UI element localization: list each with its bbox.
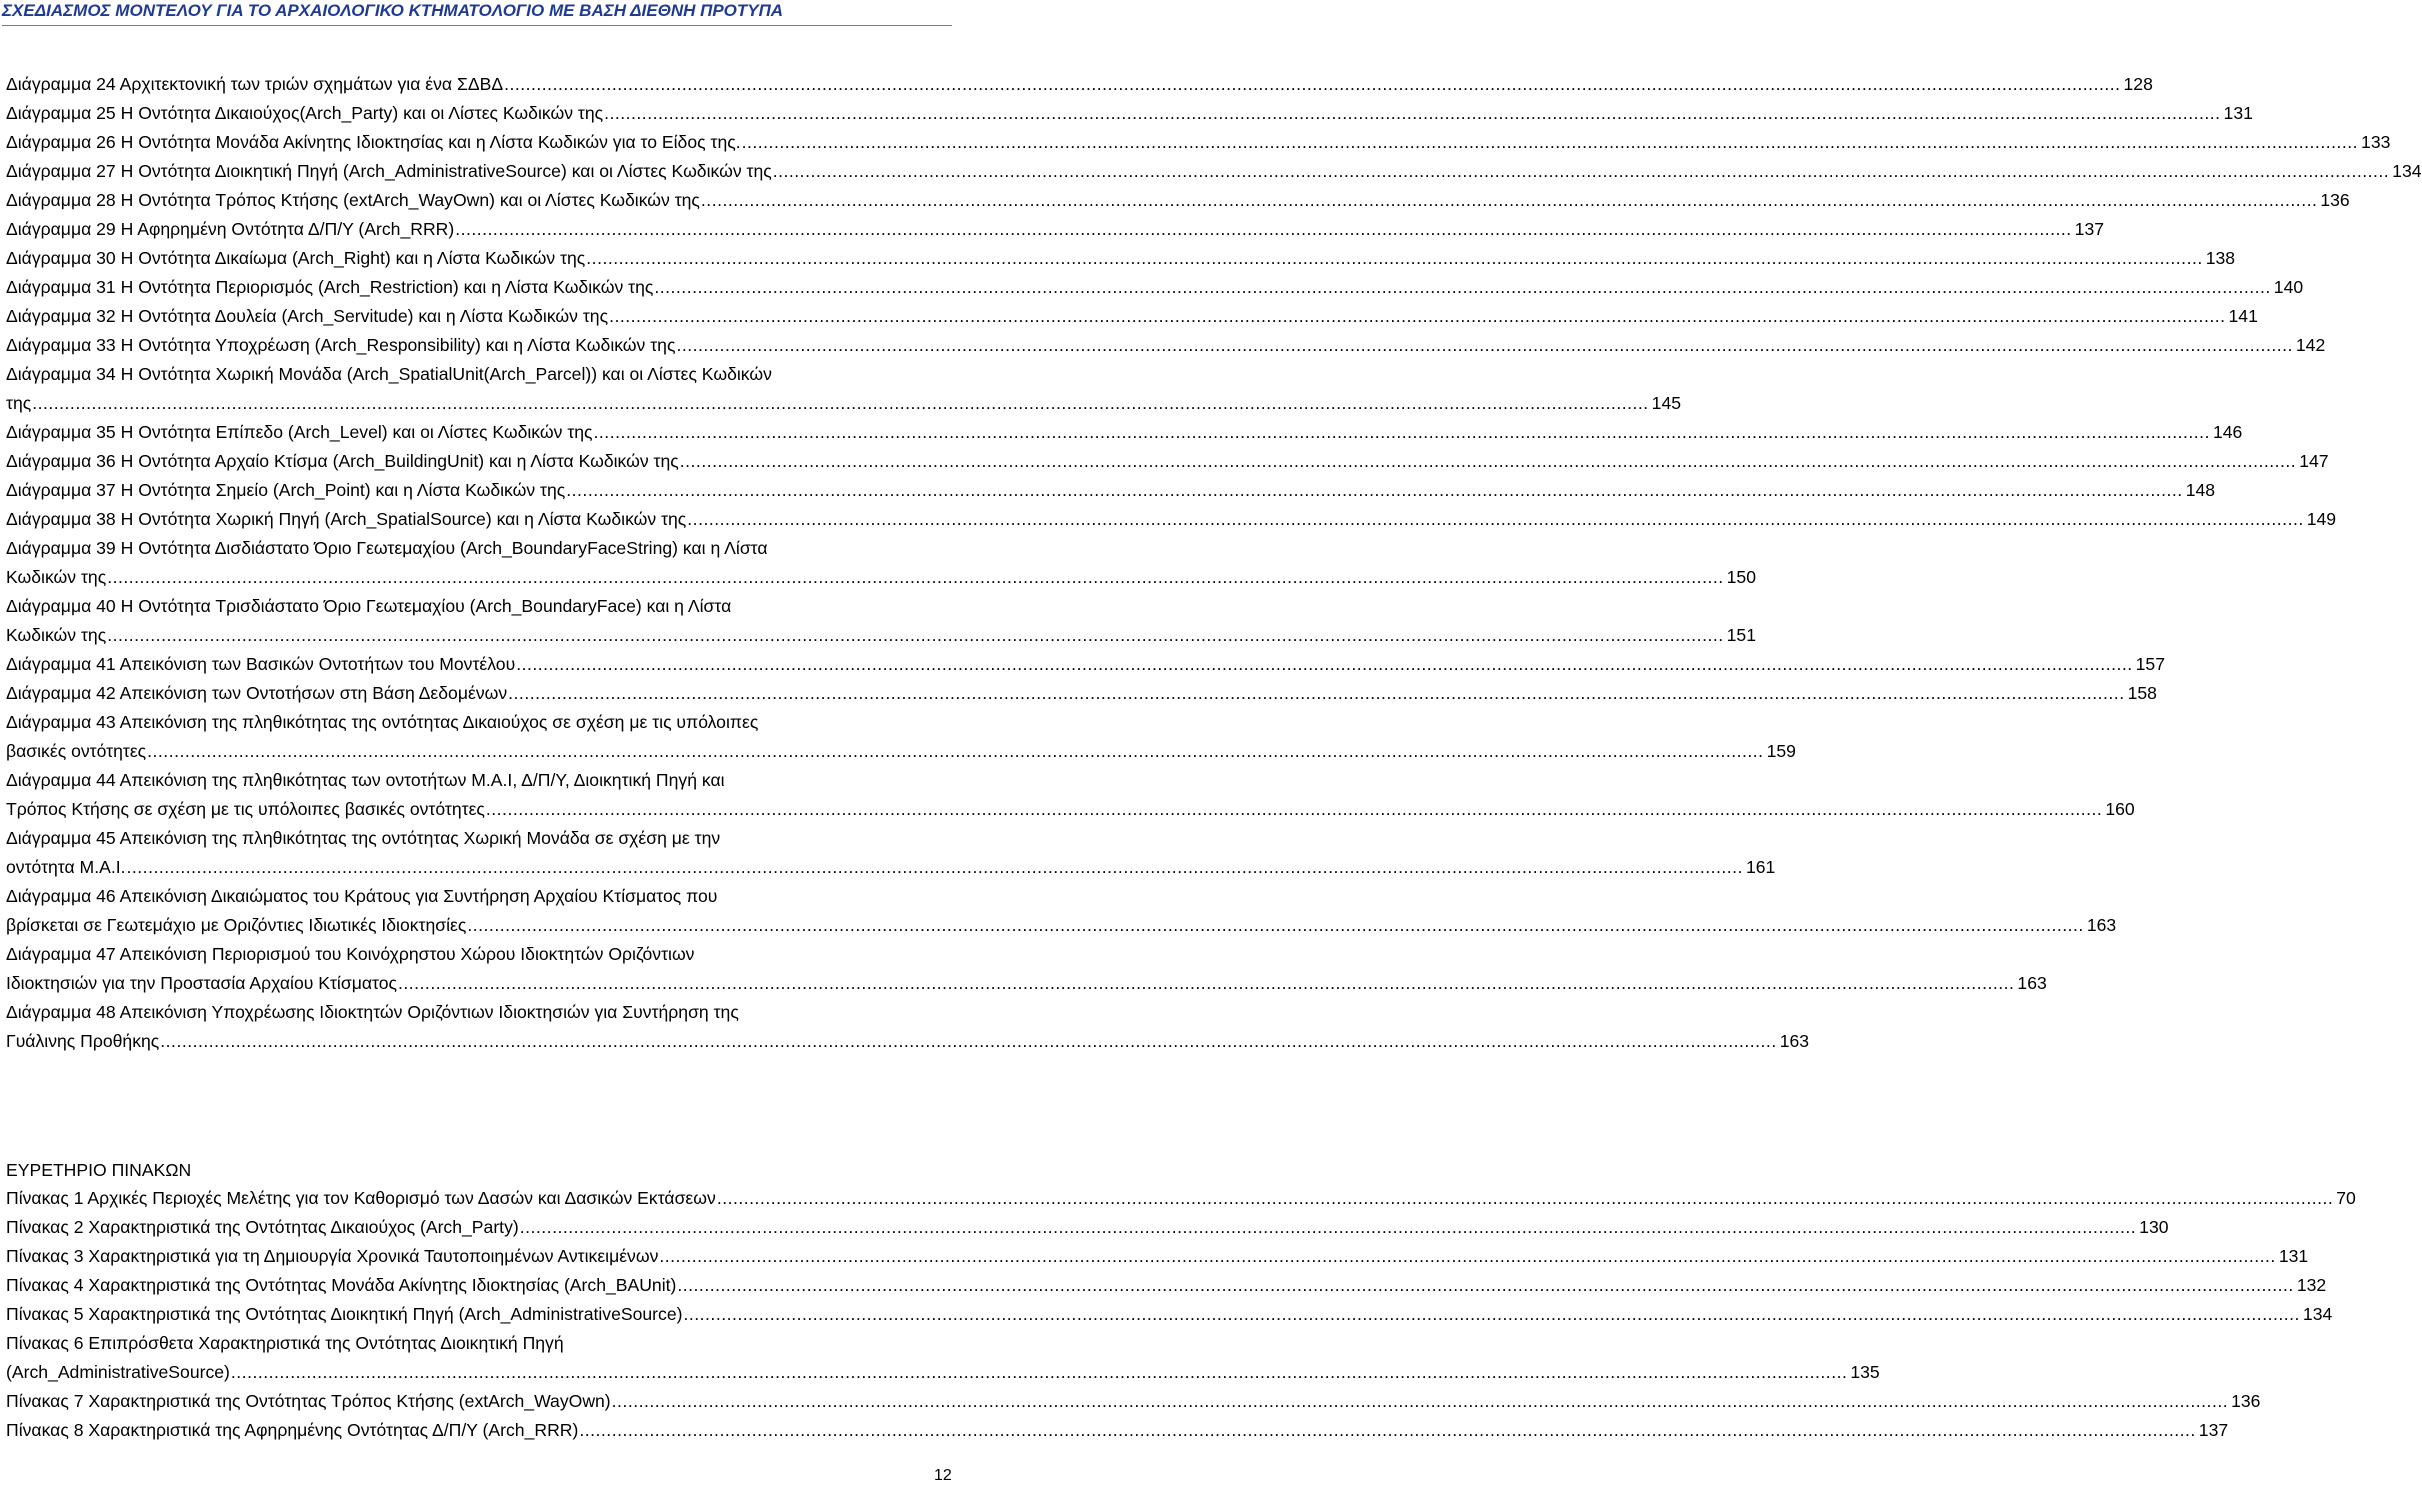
entry-title: Διάγραμμα 26 Η Οντότητα Μονάδα Ακίνητης Ιδιοκτησίας και η Λίστα Κωδικών για το Είδος της. bbox=[6, 128, 742, 157]
entry-title: Διάγραμμα 24 Αρχιτεκτονική των τριών σχημάτων για ένα ΣΔΒΔ bbox=[6, 70, 504, 99]
diagram-entry[interactable] bbox=[6, 998, 1810, 1056]
entry-page-number: 136 bbox=[2228, 1387, 2260, 1416]
table-entry[interactable] bbox=[6, 1213, 2169, 1242]
entry-page-number: 137 bbox=[2196, 1416, 2228, 1445]
diagram-entry[interactable] bbox=[6, 679, 2157, 708]
diagram-entry[interactable] bbox=[6, 418, 2243, 447]
diagram-entry[interactable] bbox=[6, 824, 1776, 882]
dot-leader: ............................................................................................................................................................................................................................................................................................................ bbox=[147, 741, 1764, 761]
tables-index-title: ΕΥΡΕΤΗΡΙΟ ΠΙΝΑΚΩΝ bbox=[6, 1160, 192, 1180]
entry-title-continued: Κωδικών της bbox=[6, 563, 107, 592]
diagram-entry[interactable] bbox=[6, 99, 2253, 128]
entry-title-continued: Κωδικών της bbox=[6, 621, 107, 650]
entry-title-continued: βασικές οντότητες bbox=[6, 737, 147, 766]
dot-leader: ............................................................................................................................................................................................................................................................................................................ bbox=[654, 277, 2271, 297]
entry-title-continued: Ιδιοκτησιών για την Προστασία Αρχαίου Κτίσματος bbox=[6, 969, 398, 998]
dot-leader: ............................................................................................................................................................................................................................................................................................................ bbox=[516, 654, 2133, 674]
entry-title: Διάγραμμα 47 Απεικόνιση Περιορισμού του Κοινόχρηστου Χώρου Ιδιοκτητών Οριζόντιων bbox=[6, 944, 695, 964]
entry-page-number: 140 bbox=[2271, 273, 2303, 302]
entry-page-number: 134 bbox=[2300, 1300, 2332, 1329]
dot-leader: ............................................................................................................................................................................................................................................................................................................ bbox=[32, 393, 1649, 413]
entry-title: Διάγραμμα 42 Απεικόνιση των Οντοτήσων στη Βάση Δεδομένων bbox=[6, 679, 508, 708]
dot-leader: ............................................................................................................................................................................................................................................................................................................ bbox=[677, 1275, 2294, 1295]
diagram-entry[interactable] bbox=[6, 940, 2047, 998]
entry-page-number: 145 bbox=[1649, 389, 1681, 418]
diagram-entry[interactable] bbox=[6, 215, 2105, 244]
dot-leader: ............................................................................................................................................................................................................................................................................................................ bbox=[772, 161, 2390, 181]
dot-leader: ............................................................................................................................................................................................................................................................................................................ bbox=[679, 451, 2297, 471]
dot-leader: ............................................................................................................................................................................................................................................................................................................ bbox=[467, 915, 2084, 935]
dot-leader: ............................................................................................................................................................................................................................................................................................................ bbox=[676, 335, 2293, 355]
diagram-entry[interactable] bbox=[6, 157, 2422, 186]
dot-leader: ............................................................................................................................................................................................................................................................................................................ bbox=[741, 132, 2359, 152]
diagram-entry[interactable] bbox=[6, 244, 2236, 273]
entry-title: Πίνακας 3 Χαρακτηριστικά για τη Δημιουργία Χρονικά Ταυτοποιημένων Αντικειμένων bbox=[6, 1242, 659, 1271]
entry-page-number: 128 bbox=[2121, 70, 2153, 99]
diagram-entry[interactable] bbox=[6, 70, 2153, 99]
entry-page-number: 146 bbox=[2210, 418, 2242, 447]
dot-leader: ............................................................................................................................................................................................................................................................................................................ bbox=[659, 1246, 2276, 1266]
entry-title: Διάγραμμα 45 Απεικόνιση της πληθικότητας της οντότητας Χωρική Μονάδα σε σχέση με την bbox=[6, 828, 721, 848]
entry-page-number: 131 bbox=[2221, 99, 2253, 128]
dot-leader: ............................................................................................................................................................................................................................................................................................................ bbox=[566, 480, 2183, 500]
entry-page-number: 132 bbox=[2294, 1271, 2326, 1300]
entry-title: Διάγραμμα 46 Απεικόνιση Δικαιώματος του Κράτους για Συντήρηση Αρχαίου Κτίσματος που bbox=[6, 886, 718, 906]
entry-title: Διάγραμμα 27 Η Οντότητα Διοικητική Πηγή (Arch_AdministrativeSource) και οι Λίστες Κωδικών της bbox=[6, 157, 773, 186]
diagram-entry[interactable] bbox=[6, 476, 2216, 505]
entry-page-number: 161 bbox=[1743, 853, 1775, 882]
diagram-entry[interactable] bbox=[6, 592, 1756, 650]
dot-leader: ............................................................................................................................................................................................................................................................................................................ bbox=[160, 1031, 1777, 1051]
diagram-entry[interactable] bbox=[6, 360, 1682, 418]
table-entry[interactable] bbox=[6, 1271, 2327, 1300]
dot-leader: ............................................................................................................................................................................................................................................................................................................ bbox=[107, 567, 1724, 587]
entry-page-number: 130 bbox=[2136, 1213, 2168, 1242]
list-of-diagrams bbox=[6, 70, 2422, 1056]
entry-title: Πίνακας 4 Χαρακτηριστικά της Οντότητας Μονάδα Ακίνητης Ιδιοκτησίας (Arch_BAUnit) bbox=[6, 1271, 677, 1300]
dot-leader: ............................................................................................................................................................................................................................................................................................................ bbox=[579, 1420, 2196, 1440]
entry-page-number: 138 bbox=[2203, 244, 2235, 273]
diagram-entry[interactable] bbox=[6, 128, 2391, 157]
diagram-entry[interactable] bbox=[6, 447, 2329, 476]
diagram-entry[interactable] bbox=[6, 882, 2117, 940]
entry-title-continued: βρίσκεται σε Γεωτεμάχιο με Οριζόντιες Ιδιωτικές Ιδιοκτησίες bbox=[6, 911, 467, 940]
table-entry[interactable] bbox=[6, 1387, 2261, 1416]
entry-title-continued: (Arch_AdministrativeSource) bbox=[6, 1358, 231, 1387]
entry-page-number: 70 bbox=[2333, 1184, 2356, 1213]
dot-leader: ............................................................................................................................................................................................................................................................................................................ bbox=[593, 422, 2210, 442]
entry-page-number: 163 bbox=[1777, 1027, 1809, 1056]
entry-title-continued: Γυάλινης Προθήκης bbox=[6, 1027, 160, 1056]
entry-title: Πίνακας 5 Χαρακτηριστικά της Οντότητας Διοικητική Πηγή (Arch_AdministrativeSource) bbox=[6, 1300, 683, 1329]
list-of-tables bbox=[6, 1184, 2356, 1445]
entry-page-number: 147 bbox=[2296, 447, 2328, 476]
table-entry[interactable] bbox=[6, 1242, 2309, 1271]
entry-title-continued: της bbox=[6, 389, 32, 418]
entry-title: Διάγραμμα 43 Απεικόνιση της πληθικότητας της οντότητας Δικαιούχος σε σχέση με τις υπόλοιπες bbox=[6, 712, 759, 732]
dot-leader: ............................................................................................................................................................................................................................................................................................................ bbox=[230, 1362, 1848, 1382]
entry-page-number: 131 bbox=[2276, 1242, 2308, 1271]
dot-leader: ............................................................................................................................................................................................................................................................................................................ bbox=[519, 1217, 2137, 1237]
diagram-entry[interactable] bbox=[6, 505, 2337, 534]
entry-title: Πίνακας 2 Χαρακτηριστικά της Οντότητας Δικαιούχος (Arch_Party) bbox=[6, 1213, 520, 1242]
dot-leader: ............................................................................................................................................................................................................................................................................................................ bbox=[485, 799, 2103, 819]
dot-leader: ............................................................................................................................................................................................................................................................................................................ bbox=[107, 625, 1724, 645]
entry-page-number: 160 bbox=[2102, 795, 2134, 824]
entry-title: Διάγραμμα 41 Απεικόνιση των Βασικών Οντοτήτων του Μοντέλου bbox=[6, 650, 516, 679]
entry-title: Διάγραμμα 31 Η Οντότητα Περιορισμός (Arch_Restriction) και η Λίστα Κωδικών της bbox=[6, 273, 654, 302]
dot-leader: ............................................................................................................................................................................................................................................................................................................ bbox=[609, 306, 2226, 326]
entry-title: Διάγραμμα 28 Η Οντότητα Τρόπος Κτήσης (extArch_WayOwn) και οι Λίστες Κωδικών της bbox=[6, 186, 701, 215]
entry-title-continued: Τρόπος Κτήσης σε σχέση με τις υπόλοιπες βασικές οντότητες bbox=[6, 795, 486, 824]
diagram-entry[interactable] bbox=[6, 534, 1756, 592]
dot-leader: ............................................................................................................................................................................................................................................................................................................ bbox=[126, 857, 1743, 877]
dot-leader: ............................................................................................................................................................................................................................................................................................................ bbox=[586, 248, 2203, 268]
entry-page-number: 137 bbox=[2072, 215, 2104, 244]
entry-page-number: 141 bbox=[2226, 302, 2258, 331]
table-entry[interactable] bbox=[6, 1329, 1880, 1387]
dot-leader: ............................................................................................................................................................................................................................................................................................................ bbox=[508, 683, 2125, 703]
entry-title: Διάγραμμα 36 Η Οντότητα Αρχαίο Κτίσμα (Arch_BuildingUnit) και η Λίστα Κωδικών της bbox=[6, 447, 680, 476]
diagram-entry[interactable] bbox=[6, 708, 1796, 766]
entry-page-number: 135 bbox=[1847, 1358, 1879, 1387]
diagram-entry[interactable] bbox=[6, 331, 2326, 360]
entry-title: Διάγραμμα 33 Η Οντότητα Υποχρέωση (Arch_Responsibility) και η Λίστα Κωδικών της bbox=[6, 331, 676, 360]
entry-title: Πίνακας 8 Χαρακτηριστικά της Αφηρημένης Οντότητας Δ/Π/Υ (Arch_RRR) bbox=[6, 1416, 579, 1445]
dot-leader: ............................................................................................................................................................................................................................................................................................................ bbox=[611, 1391, 2229, 1411]
diagram-entry[interactable] bbox=[6, 650, 2165, 679]
entry-page-number: 149 bbox=[2304, 505, 2336, 534]
dot-leader: ............................................................................................................................................................................................................................................................................................................ bbox=[716, 1188, 2334, 1208]
dot-leader: ............................................................................................................................................................................................................................................................................................................ bbox=[683, 1304, 2300, 1324]
entry-title: Διάγραμμα 32 Η Οντότητα Δουλεία (Arch_Servitude) και η Λίστα Κωδικών της bbox=[6, 302, 609, 331]
entry-page-number: 148 bbox=[2183, 476, 2215, 505]
entry-page-number: 142 bbox=[2293, 331, 2325, 360]
entry-page-number: 151 bbox=[1724, 621, 1756, 650]
table-entry[interactable] bbox=[6, 1416, 2229, 1445]
entry-page-number: 159 bbox=[1764, 737, 1796, 766]
diagram-entry[interactable] bbox=[6, 766, 2135, 824]
entry-page-number: 136 bbox=[2317, 186, 2349, 215]
dot-leader: ............................................................................................................................................................................................................................................................................................................ bbox=[397, 973, 2015, 993]
diagram-entry[interactable] bbox=[6, 273, 2304, 302]
dot-leader: ............................................................................................................................................................................................................................................................................................................ bbox=[504, 74, 2121, 94]
diagram-entry[interactable] bbox=[6, 186, 2350, 215]
dot-leader: ............................................................................................................................................................................................................................................................................................................ bbox=[604, 103, 2221, 123]
entry-page-number: 158 bbox=[2125, 679, 2157, 708]
entry-title: Διάγραμμα 44 Απεικόνιση της πληθικότητας των οντοτήτων Μ.Α.Ι, Δ/Π/Υ, Διοικητική Πηγή και bbox=[6, 770, 725, 790]
dot-leader: ............................................................................................................................................................................................................................................................................................................ bbox=[455, 219, 2072, 239]
diagram-entry[interactable] bbox=[6, 302, 2258, 331]
entry-page-number: 150 bbox=[1724, 563, 1756, 592]
entry-title: Διάγραμμα 37 Η Οντότητα Σημείο (Arch_Point) και η Λίστα Κωδικών της bbox=[6, 476, 566, 505]
dot-leader: ............................................................................................................................................................................................................................................................................................................ bbox=[687, 509, 2304, 529]
running-header: ΣΧΕΔΙΑΣΜΟΣ ΜΟΝΤΕΛΟΥ ΓΙΑ ΤΟ ΑΡΧΑΙΟΛΟΓΙΚΟ ΚΤΗΜΑΤΟΛΟΓΙΟ ΜΕ ΒΑΣΗ ΔΙΕΘΝΗ ΠΡΟΤΥΠΑ bbox=[2, 0, 952, 26]
entry-title: Διάγραμμα 29 Η Αφηρημένη Οντότητα Δ/Π/Υ (Arch_RRR) bbox=[6, 215, 455, 244]
entry-page-number: 134 bbox=[2389, 157, 2421, 186]
entry-title: Διάγραμμα 35 Η Οντότητα Επίπεδο (Arch_Level) και οι Λίστες Κωδικών της bbox=[6, 418, 594, 447]
entry-title-continued: οντότητα Μ.Α.Ι. bbox=[6, 853, 127, 882]
entry-title: Πίνακας 7 Χαρακτηριστικά της Οντότητας Τρόπος Κτήσης (extArch_WayOwn) bbox=[6, 1387, 612, 1416]
entry-title: Διάγραμμα 40 Η Οντότητα Τρισδιάστατο Όριο Γεωτεμαχίου (Arch_BoundaryFace) και η Λίστα bbox=[6, 596, 732, 616]
entry-page-number: 163 bbox=[2014, 969, 2046, 998]
entry-title: Πίνακας 6 Επιπρόσθετα Χαρακτηριστικά της Οντότητας Διοικητική Πηγή bbox=[6, 1333, 564, 1353]
page-number: 12 bbox=[934, 1467, 952, 1484]
entry-page-number: 163 bbox=[2084, 911, 2116, 940]
entry-title: Διάγραμμα 25 Η Οντότητα Δικαιούχος(Arch_Party) και οι Λίστες Κωδικών της bbox=[6, 99, 604, 128]
entry-title: Διάγραμμα 39 Η Οντότητα Δισδιάστατο Όριο Γεωτεμαχίου (Arch_BoundaryFaceString) και η Λίστα bbox=[6, 538, 768, 558]
entry-title: Διάγραμμα 30 Η Οντότητα Δικαίωμα (Arch_Right) και η Λίστα Κωδικών της bbox=[6, 244, 586, 273]
table-entry[interactable] bbox=[6, 1300, 2333, 1329]
entry-page-number: 133 bbox=[2358, 128, 2390, 157]
table-entry[interactable] bbox=[6, 1184, 2356, 1213]
entry-title: Διάγραμμα 48 Απεικόνιση Υποχρέωσης Ιδιοκτητών Οριζόντιων Ιδιοκτησιών για Συντήρηση της bbox=[6, 1002, 739, 1022]
entry-title: Πίνακας 1 Αρχικές Περιοχές Μελέτης για τον Καθορισμό των Δασών και Δασικών Εκτάσεων bbox=[6, 1184, 717, 1213]
entry-title: Διάγραμμα 38 Η Οντότητα Χωρική Πηγή (Arch_SpatialSource) και η Λίστα Κωδικών της bbox=[6, 505, 687, 534]
entry-title: Διάγραμμα 34 Η Οντότητα Χωρική Μονάδα (Arch_SpatialUnit(Arch_Parcel)) και οι Λίστες Κωδικών bbox=[6, 364, 772, 384]
entry-page-number: 157 bbox=[2133, 650, 2165, 679]
dot-leader: ............................................................................................................................................................................................................................................................................................................ bbox=[700, 190, 2318, 210]
